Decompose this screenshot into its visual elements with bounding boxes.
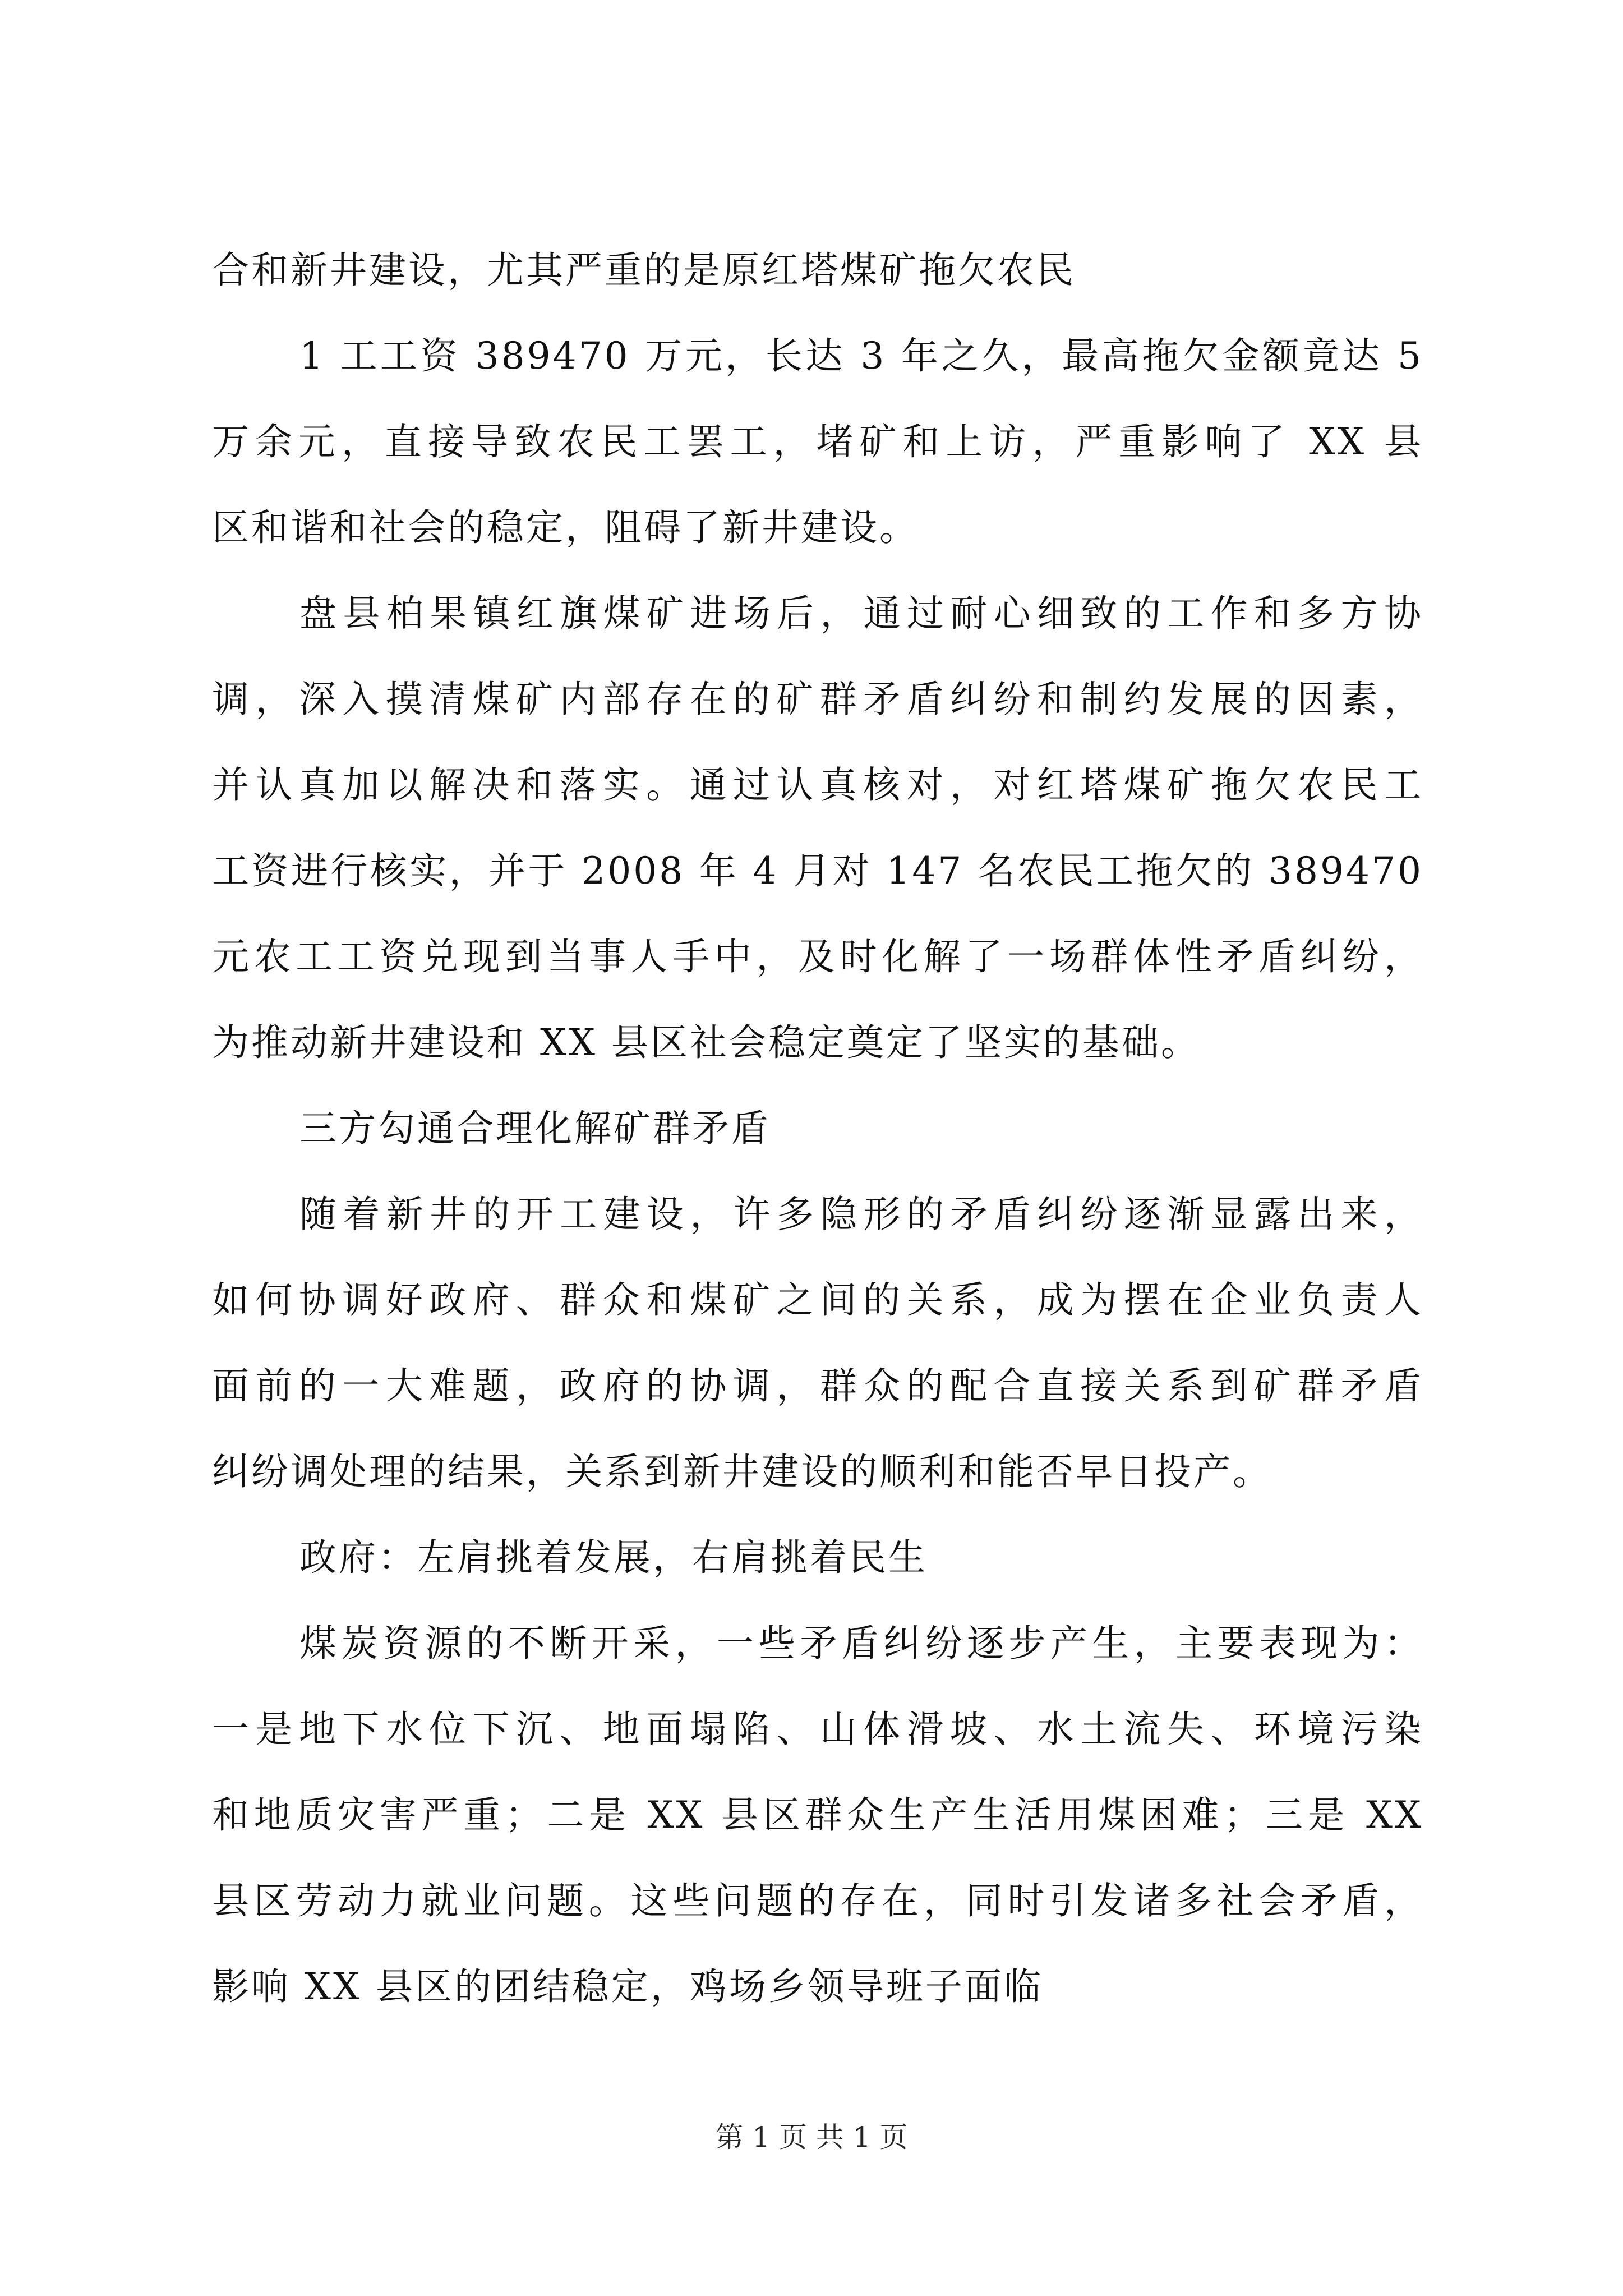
text-line: 和地质灾害严重；二是 XX 县区群众生产生活用煤困难；三是 XX xyxy=(212,1793,1423,1837)
paragraph-start-line: 盘县柏果镇红旗煤矿进场后，通过耐心细致的工作和多方协 xyxy=(299,592,1423,635)
text-line: 县区劳动力就业问题。这些问题的存在，同时引发诸多社会矛盾， xyxy=(212,1879,1423,1922)
paragraph-start-line: 随着新井的开工建设，许多隐形的矛盾纠纷逐渐显露出来， xyxy=(299,1193,1423,1236)
text-line: 元农工工资兑现到当事人手中，及时化解了一场群体性矛盾纠纷， xyxy=(212,935,1423,978)
section-heading: 政府：左肩挑着发展，右肩挑着民生 xyxy=(299,1536,928,1579)
text-line: 并认真加以解决和落实。通过认真核对，对红塔煤矿拖欠农民工 xyxy=(212,763,1423,807)
text-line: 合和新井建设，尤其严重的是原红塔煤矿拖欠农民 xyxy=(212,249,1076,292)
text-line: 一是地下水位下沉、地面塌陷、山体滑坡、水土流失、环境污染 xyxy=(212,1708,1423,1751)
text-line: 调，深入摸清煤矿内部存在的矿群矛盾纠纷和制约发展的因素， xyxy=(212,678,1423,721)
document-body xyxy=(212,227,1423,2030)
text-line: 面前的一大难题，政府的协调，群众的配合直接关系到矿群矛盾 xyxy=(212,1364,1423,1407)
text-line: 如何协调好政府、群众和煤矿之间的关系，成为摆在企业负责人 xyxy=(212,1278,1423,1322)
text-line: 纠纷调处理的结果，关系到新井建设的顺利和能否早日投产。 xyxy=(212,1450,1272,1493)
text-line: 区和谐和社会的稳定，阻碍了新井建设。 xyxy=(212,506,919,549)
page-footer: 第 1 页 共 1 页 xyxy=(715,2121,908,2154)
text-line: 为推动新井建设和 XX 县区社会稳定奠定了坚实的基础。 xyxy=(212,1021,1200,1064)
text-line: 万余元，直接导致农民工罢工，堵矿和上访，严重影响了 XX 县 xyxy=(212,420,1423,463)
section-heading: 三方勾通合理化解矿群矛盾 xyxy=(299,1107,771,1150)
text-line: 工资进行核实，并于 2008 年 4 月对 147 名农民工拖欠的 389470 xyxy=(212,849,1423,892)
paragraph-start-line: 煤炭资源的不断开采，一些矛盾纠纷逐步产生，主要表现为： xyxy=(299,1622,1423,1665)
text-line: 影响 XX 县区的团结稳定，鸡场乡领导班子面临 xyxy=(212,1965,1043,2008)
text-line: 1 工工资 389470 万元，长达 3 年之久，最高拖欠金额竟达 5 xyxy=(299,334,1423,378)
